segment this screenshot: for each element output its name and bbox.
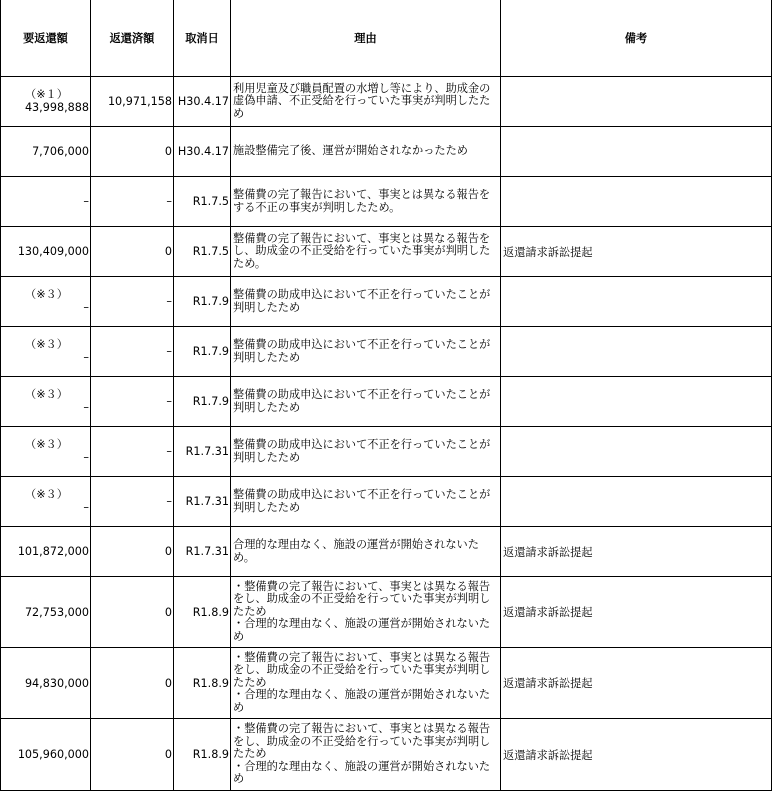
footnote-mark: （※１）	[25, 88, 68, 101]
remarks-cell	[501, 77, 772, 127]
required-amount-cell: 7,706,000	[1, 127, 91, 177]
reason-item: ・合理的な理由なく、施設の運営が開始されないため	[233, 617, 491, 643]
reason-cell	[231, 577, 501, 648]
cancel-date-cell: R1.7.31	[174, 527, 231, 577]
footnote-mark: （※３）	[25, 388, 68, 401]
reason-cell: 施設整備完了後、運営が開始されなかったため	[231, 127, 501, 177]
remarks-cell	[501, 427, 772, 477]
returned-amount-cell: –	[91, 427, 174, 477]
reason-cell: 整備費の助成申込において不正を行っていたことが判明したため	[231, 327, 501, 377]
required-amount-value: –	[83, 301, 89, 314]
required-amount-cell: 130,409,000	[1, 227, 91, 277]
returned-amount-cell: –	[91, 177, 174, 227]
returned-amount-cell: 0	[91, 577, 174, 648]
cancel-date-cell: R1.8.9	[174, 719, 231, 791]
header-reason: 理由	[231, 0, 501, 77]
returned-amount-cell: 10,971,158	[91, 77, 174, 127]
remarks-cell	[501, 127, 772, 177]
cancel-date-cell: R1.7.9	[174, 327, 231, 377]
reason-cell: 整備費の助成申込において不正を行っていたことが判明したため	[231, 427, 501, 477]
returned-amount-cell: 0	[91, 127, 174, 177]
cancel-date-cell: R1.7.31	[174, 427, 231, 477]
required-amount-cell: –	[1, 177, 91, 227]
cancel-date-cell: R1.8.9	[174, 577, 231, 648]
required-amount-cell: 94,830,000	[1, 648, 91, 719]
reason-cell: 整備費の助成申込において不正を行っていたことが判明したため	[231, 277, 501, 327]
required-amount-cell	[1, 377, 91, 427]
required-amount-value: –	[83, 401, 89, 414]
cancel-date-cell: R1.8.9	[174, 648, 231, 719]
reason-item: ・整備費の完了報告において、事実とは異なる報告をし、助成金の不正受給を行っていた事実が判明したため	[233, 650, 491, 689]
reason-cell: 整備費の完了報告において、事実とは異なる報告をする不正の事実が判明したため。	[231, 177, 501, 227]
cancel-date-cell: R1.7.9	[174, 277, 231, 327]
reason-cell	[231, 648, 501, 719]
header-remarks: 備考	[501, 0, 772, 77]
table-row	[1, 427, 772, 477]
remarks-cell	[501, 327, 772, 377]
required-amount-value: –	[83, 501, 89, 514]
reason-item: ・合理的な理由なく、施設の運営が開始されないため	[233, 759, 491, 786]
remarks-cell: 返還請求訴訟提起	[501, 719, 772, 791]
cancel-date-cell: H30.4.17	[174, 127, 231, 177]
table-row	[1, 277, 772, 327]
returned-amount-cell: –	[91, 327, 174, 377]
footnote-mark: （※３）	[25, 288, 68, 301]
table-row	[1, 719, 772, 791]
remarks-cell	[501, 477, 772, 527]
remarks-cell: 返還請求訴訟提起	[501, 527, 772, 577]
table-row	[1, 127, 772, 177]
table-row	[1, 477, 772, 527]
required-amount-cell: 101,872,000	[1, 527, 91, 577]
required-amount-value: –	[83, 351, 89, 364]
required-amount-cell	[1, 77, 91, 127]
reason-item: ・整備費の完了報告において、事実とは異なる報告をし、助成金の不正受給を行っていた事実が判明したため	[233, 722, 491, 761]
header-required-amount: 要返還額	[1, 0, 91, 77]
required-amount-value: –	[83, 451, 89, 464]
required-amount-cell	[1, 277, 91, 327]
table-row	[1, 377, 772, 427]
required-amount-cell: 72,753,000	[1, 577, 91, 648]
returned-amount-cell: 0	[91, 527, 174, 577]
reason-cell: 整備費の助成申込において不正を行っていたことが判明したため	[231, 377, 501, 427]
reason-item: ・整備費の完了報告において、事実とは異なる報告をし、助成金の不正受給を行っていた事実が判明したため	[233, 579, 491, 618]
returned-amount-cell: –	[91, 377, 174, 427]
reason-cell	[231, 719, 501, 791]
remarks-cell	[501, 377, 772, 427]
table-row	[1, 327, 772, 377]
cancel-date-cell: R1.7.9	[174, 377, 231, 427]
remarks-cell: 返還請求訴訟提起	[501, 577, 772, 648]
required-amount-value: 43,998,888	[24, 101, 89, 114]
remarks-cell	[501, 277, 772, 327]
required-amount-cell: 105,960,000	[1, 719, 91, 791]
table-row	[1, 648, 772, 719]
remarks-cell: 返還請求訴訟提起	[501, 648, 772, 719]
reason-cell: 整備費の助成申込において不正を行っていたことが判明したため	[231, 477, 501, 527]
returned-amount-cell: 0	[91, 719, 174, 791]
reason-cell: 利用児童及び職員配置の水増し等により、助成金の虚偽申請、不正受給を行っていた事実が判明したため	[231, 77, 501, 127]
footnote-mark: （※３）	[25, 488, 68, 501]
returned-amount-cell: 0	[91, 648, 174, 719]
returned-amount-cell: –	[91, 277, 174, 327]
remarks-cell	[501, 177, 772, 227]
table-row	[1, 577, 772, 648]
reason-cell: 整備費の完了報告において、事実とは異なる報告をし、助成金の不正受給を行っていた事実が判明したため。	[231, 227, 501, 277]
required-amount-cell	[1, 427, 91, 477]
footnote-mark: （※３）	[25, 338, 68, 351]
table-row	[1, 227, 772, 277]
returned-amount-cell: 0	[91, 227, 174, 277]
footnote-mark: （※３）	[25, 438, 68, 451]
cancel-date-cell: H30.4.17	[174, 77, 231, 127]
table-row	[1, 77, 772, 127]
header-cancel-date: 取消日	[174, 0, 231, 77]
cancel-date-cell: R1.7.5	[174, 227, 231, 277]
header-returned-amount: 返還済額	[91, 0, 174, 77]
required-amount-cell	[1, 327, 91, 377]
reason-cell: 合理的な理由なく、施設の運営が開始されないため。	[231, 527, 501, 577]
cancel-date-cell: R1.7.31	[174, 477, 231, 527]
header-row	[1, 0, 772, 77]
table-row	[1, 177, 772, 227]
table-row	[1, 527, 772, 577]
cancel-date-cell: R1.7.5	[174, 177, 231, 227]
required-amount-cell	[1, 477, 91, 527]
remarks-cell: 返還請求訴訟提起	[501, 227, 772, 277]
reason-item: ・合理的な理由なく、施設の運営が開始されないため	[233, 688, 491, 714]
returned-amount-cell: –	[91, 477, 174, 527]
